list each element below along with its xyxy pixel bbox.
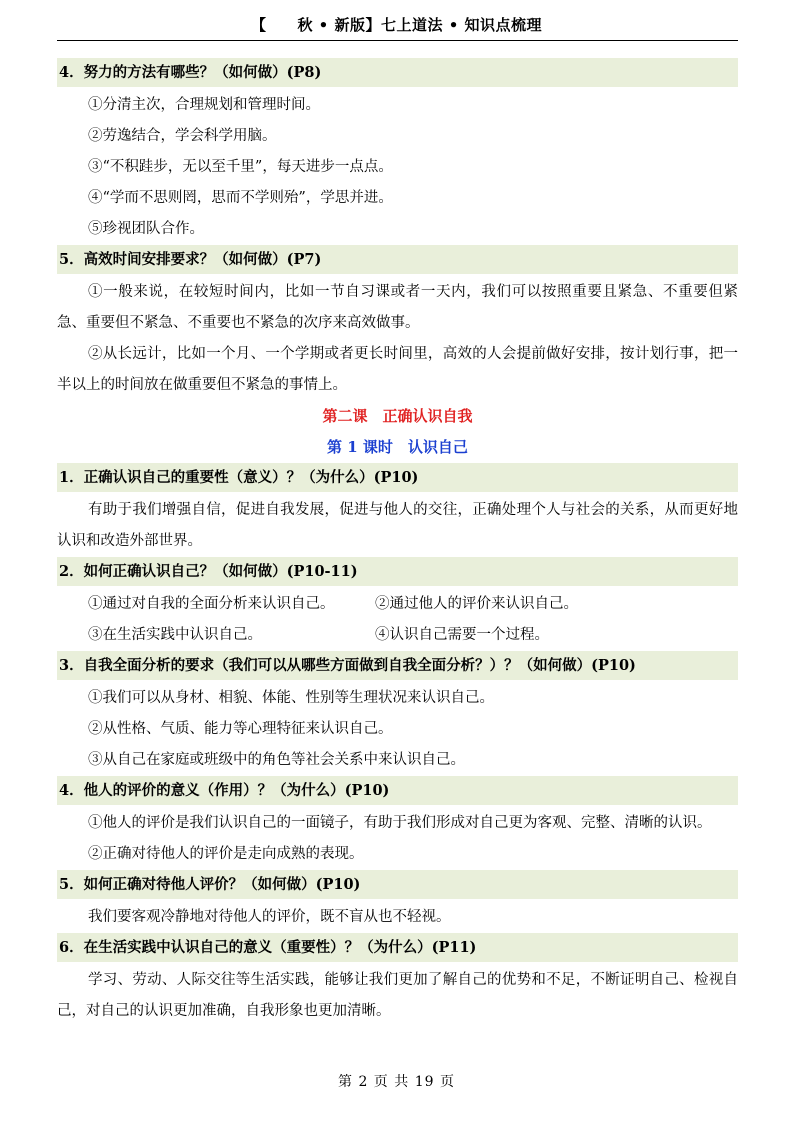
list-item: ④认识自己需要一个过程。 [375,627,549,643]
list-item: ②劳逸结合，学会科学用脑。 [88,128,277,144]
page-number: 第 2 页 共 19 页 [338,1074,455,1090]
list-item: ③在生活实践中认识自己。 [88,627,262,643]
list-item: ③“不积跬步，无以至千里”，每天进步一点点。 [88,159,393,175]
list-item: ⑤珍视团队合作。 [88,221,204,237]
paragraph: ①他人的评价是我们认识自己的一面镜子，有助于我们形成对自己更为客观、完整、清晰的认识。 [88,815,712,831]
paragraph: 学习、劳动、人际交往等生活实践，能够让我们更加了解自己的优势和不足，不断证明自己、检视自己，对自己的认识更加准确，自我形象也更加清晰。 [57,972,738,1019]
list-item: ①我们可以从身材、相貌、体能、性别等生理状况来认识自己。 [88,690,494,706]
question-heading: 3．自我全面分析的要求（我们可以从哪些方面做到自我全面分析？）？（如何做）(P10) [57,651,738,680]
list-item: ②通过他人的评价来认识自己。 [375,596,578,612]
question-heading: 4．他人的评价的意义（作用）？（为什么）(P10) [57,776,738,805]
paragraph: ②正确对待他人的评价是走向成熟的表现。 [88,846,364,862]
page-header: 【 秋 • 新版】七上道法 • 知识点梳理 [250,16,543,34]
list-item: ②从性格、气质、能力等心理特征来认识自己。 [88,721,393,737]
question-heading: 4．努力的方法有哪些？（如何做）(P8) [57,58,738,87]
list-item: ③从自己在家庭或班级中的角色等社会关系中来认识自己。 [88,752,465,768]
lesson-title: 第二课 正确认识自我 [322,407,473,425]
two-column-row [57,589,738,620]
question-heading: 2．如何正确认识自己？（如何做）(P10-11) [57,557,738,586]
question-heading: 6．在生活实践中认识自己的意义（重要性）？（为什么）(P11) [57,933,738,962]
list-item: ①通过对自我的全面分析来认识自己。 [88,596,335,612]
period-title: 第 1 课时 认识自己 [327,438,468,456]
page-content [57,58,738,1027]
question-heading: 5．高效时间安排要求？（如何做）(P7) [57,245,738,274]
list-item: ①分清主次，合理规划和管理时间。 [88,97,320,113]
paragraph: 我们要客观冷静地对待他人的评价，既不盲从也不轻视。 [88,909,451,925]
question-heading: 1．正确认识自己的重要性（意义）？（为什么）(P10) [57,463,738,492]
two-column-row [57,620,738,651]
header-divider [57,40,738,41]
paragraph: ①一般来说，在较短时间内，比如一节自习课或者一天内，我们可以按照重要且紧急、不重要但紧急、重要但不紧急、不重要也不紧急的次序来高效做事。 [57,284,738,331]
paragraph: 有助于我们增强自信，促进自我发展，促进与他人的交往，正确处理个人与社会的关系，从而更好地认识和改造外部世界。 [57,502,738,549]
question-heading: 5．如何正确对待他人评价？（如何做）(P10) [57,870,738,899]
paragraph: ②从长远计，比如一个月、一个学期或者更长时间里，高效的人会提前做好安排，按计划行事，把一半以上的时间放在做重要但不紧急的事情上。 [57,346,738,393]
list-item: ④“学而不思则罔，思而不学则殆”，学思并进。 [88,190,393,206]
